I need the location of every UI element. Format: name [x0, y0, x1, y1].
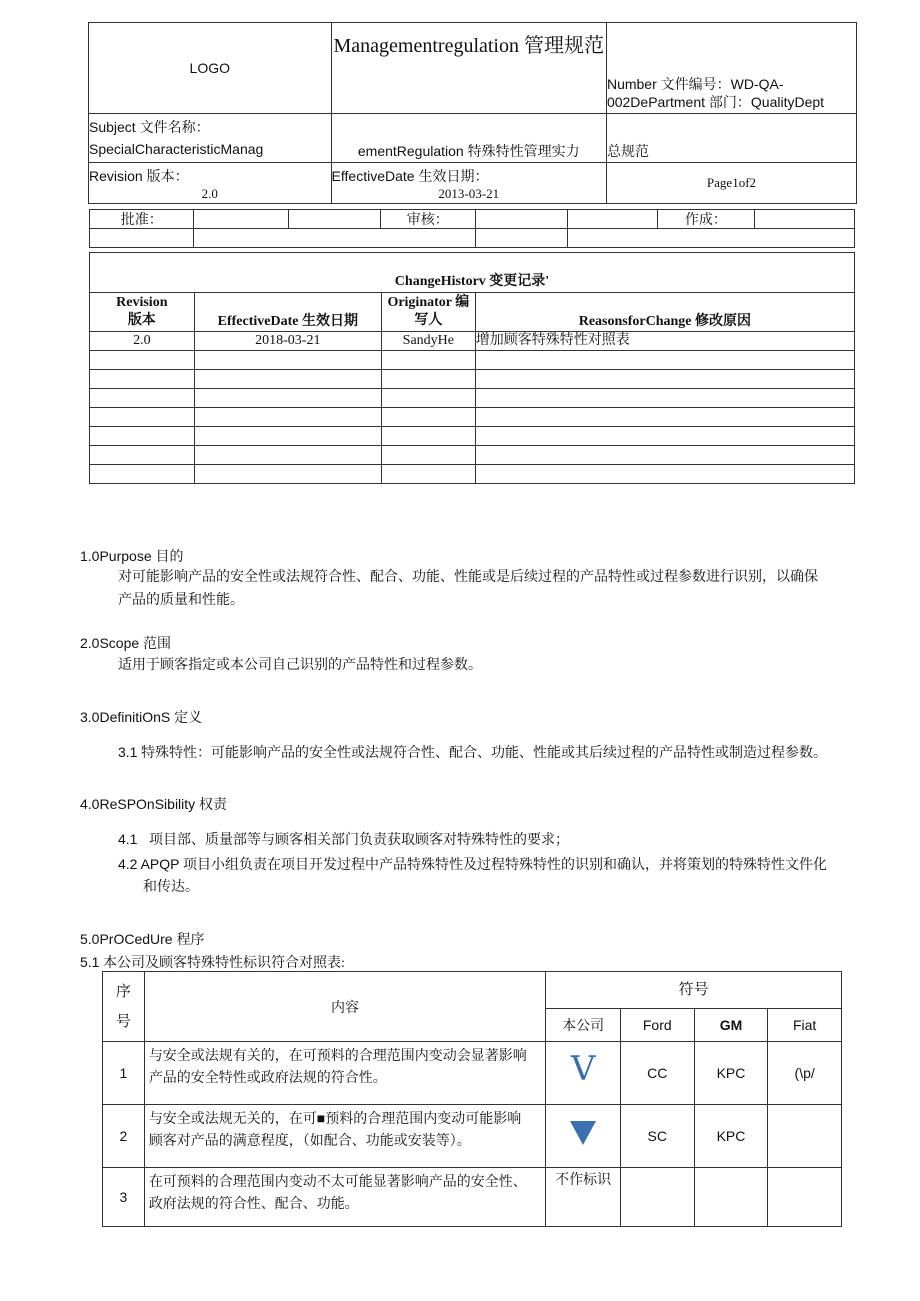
table-row: [90, 465, 855, 484]
section-scope-title: 2.0Scope 范围: [80, 635, 172, 651]
effective-label: EffectiveDate 生效日期：: [331, 168, 489, 184]
effective-value: 2013-03-21: [438, 186, 500, 201]
change-history-table: [89, 252, 855, 484]
col-symbol: 符号: [546, 972, 842, 1009]
col-fiat: Fiat: [768, 1009, 842, 1042]
table-row: 2 与安全或法规无关的，在可■预料的合理范围内变动可能影响 顾客对产品的满意程度，（如配合、功能或安装等）。 SC KPC: [103, 1105, 842, 1168]
revision-label: Revision 版本：: [89, 168, 189, 184]
company-triangle-icon: [546, 1105, 621, 1168]
table-row: 2.0 2018-03-21 SandyHe 增加顾客特殊特性对照表: [90, 332, 855, 351]
col-content: 内容: [144, 972, 545, 1042]
table-row: [90, 427, 855, 446]
section-procedure-5-1: 5.1 本公司及顾客特殊特性标识符合对照表:: [80, 954, 345, 971]
col-reason: ReasonsforChange 修改原因: [475, 293, 854, 332]
section-responsibility-4-2: 4.2 APQP 项目小组负责在项目开发过程中产品特殊特性及过程特殊特性的识别和确认，并将策划的特殊特性文件化: [118, 856, 827, 873]
symbol-comparison-table: [102, 971, 842, 1227]
logo: LOGO: [89, 23, 332, 114]
col-effective-date: EffectiveDate 生效日期: [194, 293, 381, 332]
subject-label: Subject 文件名称：: [89, 119, 210, 135]
section-responsibility-4-2-line2: 和传达。: [143, 880, 199, 895]
down-triangle-icon: [570, 1121, 596, 1145]
col-gm: GM: [694, 1009, 768, 1042]
col-revision: Revision 版本: [90, 293, 195, 332]
subject-part3: 总规范: [606, 114, 856, 163]
table-row: [90, 446, 855, 465]
doc-number-cell: [606, 23, 856, 114]
table-row: [90, 408, 855, 427]
approval-table: [89, 209, 855, 248]
table-row: 3 在可预料的合理范围内变动不太可能显著影响产品的安全性、 政府法规的符合性、配合、功能。 不作标识: [103, 1168, 842, 1227]
company-symbol-v: V: [546, 1042, 621, 1105]
col-originator: Originator 编 写人: [381, 293, 475, 332]
subject-part2: ementRegulation 特殊特性管理实力: [331, 114, 606, 163]
subject-part1: SpecialCharacteristicManag: [89, 141, 264, 157]
section-purpose-line1: 对可能影响产品的安全性或法规符合性、配合、功能、性能或是后续过程的产品特性或过程参数进行识别，以确保: [118, 570, 818, 585]
section-procedure-title: 5.0PrOCedUre 程序: [80, 931, 205, 947]
col-company: 本公司: [546, 1009, 621, 1042]
document-header: [88, 22, 857, 204]
section-purpose-line2: 产品的质量和性能。: [118, 593, 244, 608]
section-definitions-line1: 3.1 特殊特性：可能影响产品的安全性或法规符合性、配合、功能、性能或其后续过程的产品特性或制造过程参数。: [118, 744, 827, 761]
section-purpose-title: 1.0Purpose 目的: [80, 548, 184, 564]
page-number: Page1of2: [606, 163, 856, 204]
section-definitions-title: 3.0DefinitiOnS 定义: [80, 709, 203, 725]
col-seq: 序 号: [103, 972, 145, 1042]
table-row: [90, 351, 855, 370]
doc-number: Number 文件编号：WD-QA-: [606, 76, 784, 92]
section-responsibility-title: 4.0ReSPOnSibility 权责: [80, 796, 228, 812]
col-ford: Ford: [620, 1009, 694, 1042]
page-title: Managementregulation 管理规范: [333, 35, 604, 57]
table-row: [90, 370, 855, 389]
approve-label: 批准：: [90, 210, 194, 229]
table-row: [90, 389, 855, 408]
history-title: ChangeHistorv 变更记录': [90, 253, 855, 293]
section-scope-line1: 适用于顾客指定或本公司自己识别的产品特性和过程参数。: [118, 658, 482, 673]
department: 002DePartment 部门：QualityDept: [606, 94, 825, 110]
section-responsibility-4-1: 4.1 项目部、质量部等与顾客相关部门负责获取顾客对特殊特性的要求；: [118, 831, 569, 848]
create-label: 作成：: [658, 210, 754, 229]
review-label: 审核：: [381, 210, 476, 229]
table-row: 1 与安全或法规有关的，在可预料的合理范围内变动会显著影响 产品的安全特性或政府法规的符合性。 V CC KPC (\p/: [103, 1042, 842, 1105]
revision-value: 2.0: [201, 186, 218, 201]
